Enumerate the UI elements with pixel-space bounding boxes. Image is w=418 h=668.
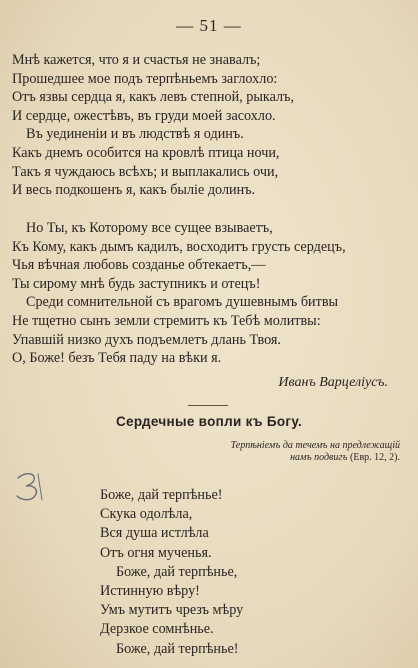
pencil-mark-icon bbox=[14, 470, 54, 504]
verse-line: Не тщетно сынъ земли стремитъ къ Тебѣ молитвы: bbox=[12, 312, 321, 329]
verse-line: Такъ я чуждаюсь всѣхъ; и выплакались очи, bbox=[12, 163, 279, 180]
epigraph bbox=[150, 440, 400, 464]
epigraph-line-2 bbox=[150, 452, 400, 464]
section-title: Сердечные вопли къ Богу. bbox=[115, 414, 303, 429]
verse-line: Истинную вѣру! bbox=[100, 583, 200, 600]
verse-line: Мнѣ кажется, что я и счастья не знавалъ; bbox=[12, 52, 261, 68]
verse-line: Умъ мутитъ чрезъ мѣру bbox=[100, 602, 244, 619]
section-divider bbox=[188, 405, 228, 406]
verse-line: Упавшій низко духъ подъемлетъ длань Твоя. bbox=[12, 331, 281, 348]
verse-line: Отъ огня мученья. bbox=[100, 544, 212, 561]
verse-line: Боже, дай терпѣнье, bbox=[116, 563, 238, 580]
epigraph-reference: (Евр. 12, 2). bbox=[350, 452, 400, 463]
poem-stanza-1 bbox=[12, 51, 412, 200]
verse-line: Дерзкое сомнѣнье. bbox=[100, 621, 214, 638]
author-signature: Иванъ Варцеліусъ. bbox=[278, 375, 388, 390]
verse-line: Боже, дай терпѣнье! bbox=[116, 640, 239, 657]
verse-line: Въ уединеніи и въ людствѣ я одинъ. bbox=[26, 126, 244, 143]
epigraph-line-2-text: намъ подвигъ bbox=[290, 452, 348, 463]
epigraph-line-1: Терпѣніемъ да течемъ на предлежащій bbox=[230, 440, 400, 451]
verse-line: Боже, дай терпѣнье! bbox=[100, 487, 223, 503]
verse-line: Отъ язвы сердца я, какъ левъ степной, рыкалъ, bbox=[12, 89, 294, 106]
page-number: — 51 — bbox=[176, 16, 242, 35]
verse-line: Какъ днемъ особится на кровлѣ птица ночи, bbox=[12, 144, 280, 161]
verse-line: Чья вѣчная любовь созданье обтекаетъ,— bbox=[12, 257, 266, 274]
verse-line: Но Ты, къ Которому все сущее взываетъ, bbox=[26, 220, 273, 236]
verse-line: Среди сомнительной съ врагомъ душевнымъ битвы bbox=[26, 294, 339, 311]
verse-line: Къ Кому, какъ дымъ кадилъ, восходитъ грусть сердецъ, bbox=[12, 238, 346, 255]
verse-line: Прошедшее мое подъ терпѣньемъ заглохло: bbox=[12, 70, 278, 87]
verse-line: И сердце, ожестѣвъ, въ груди моей засохло. bbox=[12, 107, 276, 124]
poem-body bbox=[100, 486, 243, 659]
verse-line: О, Боже! безъ Тебя паду на вѣки я. bbox=[12, 350, 222, 367]
verse-line: Скука одолѣла, bbox=[100, 506, 193, 523]
verse-line: И весь подкошенъ я, какъ быліе долинъ. bbox=[12, 182, 256, 199]
poem-stanza-2 bbox=[12, 219, 412, 368]
verse-line: Вся душа истлѣла bbox=[100, 525, 209, 542]
verse-line: Ты сирому мнѣ будь заступникъ и отецъ! bbox=[12, 275, 261, 292]
